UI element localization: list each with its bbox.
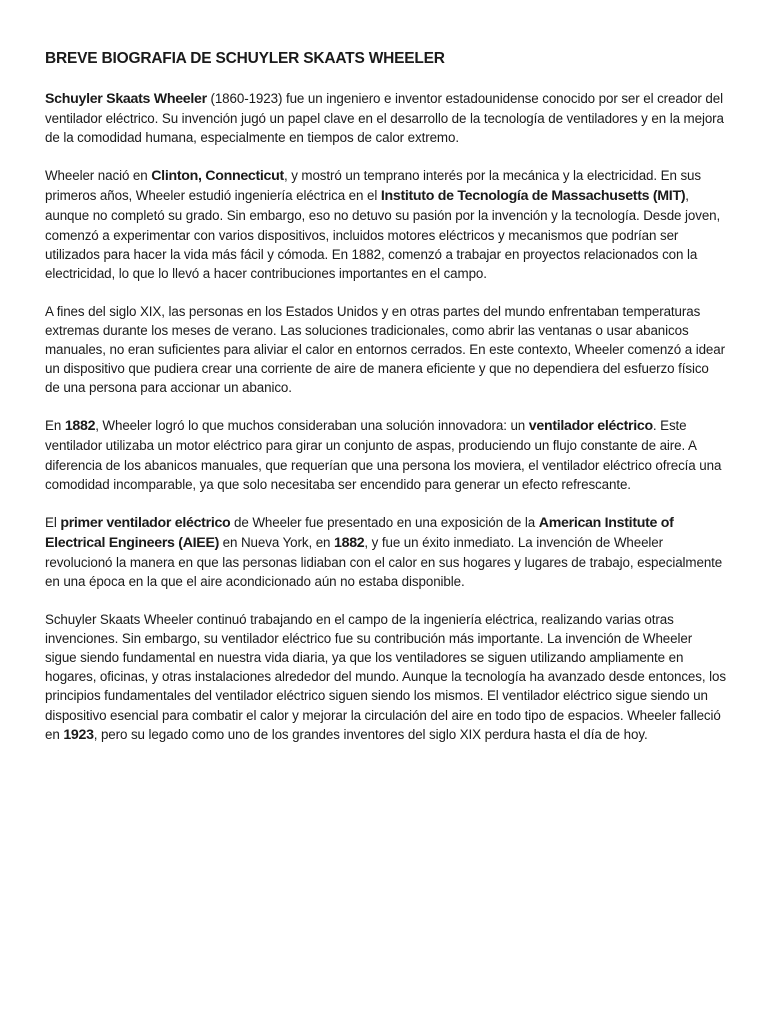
- paragraph-text: , y fue un éxito inmediato. La invención de Wheeler revolucionó la manera en que las personas lidiaban con el calor en sus hogares y lugares de trabajo, especialmente en una época en la que el aire acondicionado aún no estaba disponible.: [45, 534, 723, 589]
- paragraph-text: (1860-1923) fue un ingeniero e inventor estadounidense conocido por ser el creador del ventilador eléctrico. Su invención jugó un papel clave en el desarrollo de la tecnología de ventiladores y en la mejora de la comodidad humana, especialmente en tiempos de calor extremo.: [45, 91, 724, 146]
- paragraph-context: [45, 302, 727, 397]
- bold-device: primer ventilador eléctrico: [60, 514, 231, 531]
- document-page: [45, 48, 727, 764]
- bold-year: 1923: [63, 726, 94, 743]
- bold-device: ventilador eléctrico: [528, 418, 653, 435]
- paragraph-presentation: [45, 513, 727, 591]
- paragraph-text: A fines del siglo XIX, las personas en los Estados Unidos y en otras partes del mundo enfrentaban temperaturas extremas durante los meses de verano. Las soluciones tradicionales, como abrir las ventanas o usar abanicos manuales, no eran suficientes para aliviar el calor en entornos cerrados. En este contexto, Wheeler comenzó a idear un dispositivo que pudiera crear una corriente de aire de manera eficiente y que no dependiera del esfuerzo físico de una persona para accionar un abanico.: [45, 303, 725, 396]
- paragraph-text: de Wheeler fue presentado en una exposición de la: [230, 514, 539, 530]
- paragraph-text: , y mostró un temprano interés por la mecánica y la electricidad. En sus primeros años, Wheeler estudió ingeniería eléctrica en el: [45, 168, 701, 204]
- bold-place: Clinton, Connecticut: [151, 168, 284, 185]
- paragraph-early-life: [45, 166, 727, 283]
- paragraph-text: , pero su legado como uno de los grandes inventores del siglo XIX perdura hasta el día de hoy.: [93, 726, 648, 742]
- bold-name: Schuyler Skaats Wheeler: [45, 91, 207, 107]
- paragraph-text: En: [45, 418, 65, 434]
- document-title: BREVE BIOGRAFIA DE SCHUYLER SKAATS WHEELER: [45, 50, 445, 67]
- bold-year: 1882: [64, 418, 96, 435]
- paragraph-text: Wheeler nació en: [45, 168, 152, 184]
- bold-organization: American Institute of Electrical Engineers (AIEE): [45, 514, 674, 551]
- paragraph-invention: [45, 416, 727, 493]
- paragraph-legacy: [45, 610, 727, 745]
- paragraph-text: El: [45, 514, 61, 530]
- paragraph-intro: [45, 89, 727, 147]
- bold-school: Instituto de Tecnología de Massachusetts (MIT): [380, 188, 686, 205]
- paragraph-text: Schuyler Skaats Wheeler continuó trabajando en el campo de la ingeniería eléctrica, realizando varias otras invenciones. Sin embargo, su ventilador eléctrico fue su contribución más importante. La invención de Wheeler sigue siendo fundamental en nuestra vida diaria, ya que los ventiladores se siguen utilizando ampliamente en hogares, oficinas, y otras instalaciones alrededor del mundo. Aunque la tecnología ha avanzado desde entonces, los principios fundamentales del ventilador eléctrico siguen siendo los mismos. El ventilador eléctrico sigue siendo un dispositivo esencial para combatir el calor y mejorar la circulación del aire en todo tipo de espacios. Wheeler falleció en: [45, 612, 726, 742]
- paragraph-text: , Wheeler logró lo que muchos consideraban una solución innovadora: un: [95, 418, 529, 434]
- bold-year: 1882: [334, 534, 365, 551]
- paragraph-text: en Nueva York, en: [219, 534, 335, 550]
- paragraph-text: . Este ventilador utilizaba un motor eléctrico para girar un conjunto de aspas, produciendo un flujo constante de aire. A diferencia de los abanicos manuales, que requerían que una persona los moviera, el ventilador eléctrico ofrecía una comodidad incomparable, ya que solo necesitaba ser encendido para generar un efecto refrescante.: [45, 418, 722, 492]
- paragraph-text: , aunque no completó su grado. Sin embargo, eso no detuvo su pasión por la invención y la tecnología. Desde joven, comenzó a experimentar con varios dispositivos, incluidos motores eléctricos y mecanismos que podrían ser utilizados para hacer la vida más fácil y cómoda. En 1882, comenzó a trabajar en proyectos relacionados con la electricidad, lo que lo llevó a hacer contribuciones importantes en el campo.: [45, 188, 721, 281]
